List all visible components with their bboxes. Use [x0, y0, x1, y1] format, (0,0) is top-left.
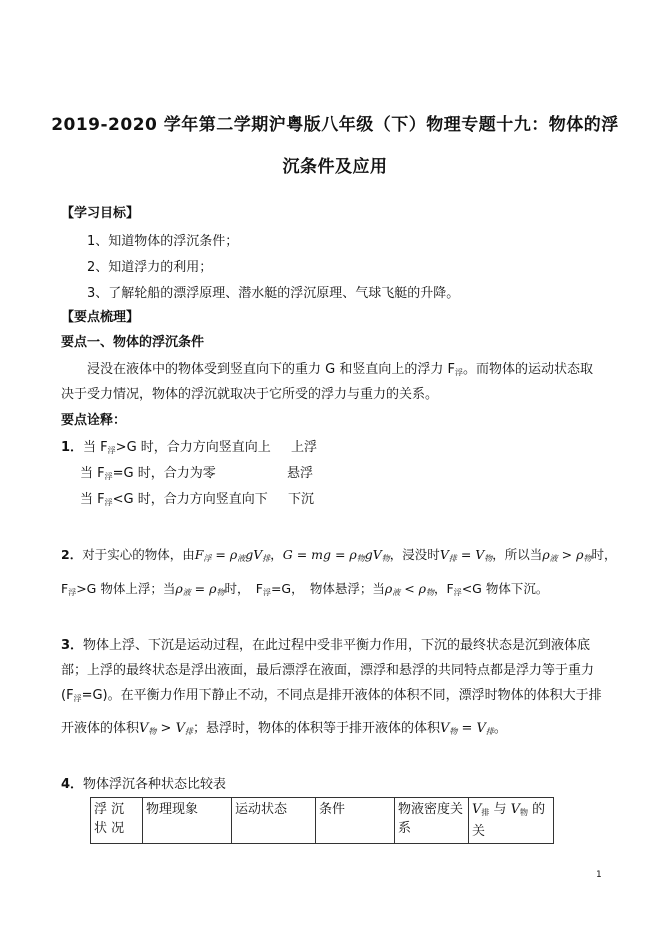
formula-float-volume: V物 > V排	[139, 721, 193, 736]
goal-item-3: 3、了解轮船的漂浮原理、潜水艇的浮沉原理、气球飞艇的升降。	[87, 286, 460, 301]
learning-goals-heading: 【学习目标】	[61, 206, 140, 221]
table-header-cell: V排 与 V物 的 关	[469, 798, 554, 844]
comparison-table	[90, 797, 554, 844]
item-three-line4: 开液体的体积V物 > V排；悬浮时，物体的体积等于排开液体的体积V物 = V排。	[61, 721, 507, 736]
case-state-sink: 下沉	[288, 492, 315, 507]
item-four-line: 4．物体浮沉各种状态比较表	[61, 777, 227, 792]
item-three-line3: $(F_浮=G)$。在平衡力作用下静止不动，不同点是排开液体的体积不同，漂浮时物体的体积大于排	[61, 688, 602, 703]
formula-buoyancy: F浮 = ρ液gV排	[194, 547, 271, 563]
formula-density-less: ρ液 < ρ物	[384, 581, 434, 597]
key-points-heading: 【要点梳理】	[61, 310, 140, 325]
explanation-heading: 要点诠释：	[61, 413, 127, 428]
case-row-rise: 1．当 $F_浮>G$ 时，合力方向竖直向上	[61, 440, 271, 455]
case-state-rise: 上浮	[291, 440, 318, 455]
document-title-line2: 沉条件及应用	[282, 157, 388, 177]
table-header-cell: 条件	[316, 798, 395, 844]
page-number: 1	[596, 870, 602, 880]
table-header-cell: 物理现象	[143, 798, 232, 844]
formula-density-equal: ρ液 = ρ物	[175, 581, 225, 597]
item-three-line2: 部；上浮的最终状态是浮出液面，最后漂浮在液面，漂浮和悬浮的共同特点都是浮力等于重力	[61, 663, 595, 678]
table-header-row	[91, 798, 554, 844]
goal-item-1: 1、知道物体的浮沉条件；	[87, 234, 239, 249]
case-row-suspend: 当 $F_浮=G$ 时，合力为零	[80, 466, 216, 481]
item-two-line1: 2．对于实心的物体，由F浮 = ρ液gV排，G = mg = ρ物gV物，浸没时V排 = V物，所以当ρ液 > ρ物时，	[61, 547, 617, 563]
formula-density-greater: ρ液 > ρ物	[542, 547, 592, 563]
table-header-cell: 浮 沉 状 况	[91, 798, 143, 844]
goal-item-2: 2、知道浮力的利用；	[87, 260, 213, 275]
formula-gravity: G = mg = ρ物gV物	[282, 547, 390, 563]
case-row-sink: 当 $F_浮<G$ 时，合力方向竖直向下	[80, 492, 268, 507]
item-three-line1: 3．物体上浮、下沉是运动过程，在此过程中受非平衡力作用，下沉的最终状态是沉到液体底	[61, 638, 591, 653]
point-one-paragraph-line1: 浸没在液体中的物体受到竖直向下的重力 G 和竖直向上的浮力 $F_浮$。而物体的运动状态取	[87, 362, 593, 377]
point-one-title: 要点一、物体的浮沉条件	[61, 335, 205, 350]
case-state-suspend: 悬浮	[287, 466, 314, 481]
document-title-line1: 2019-2020 学年第二学期沪粤版八年级（下）物理专题十九：物体的浮	[51, 115, 619, 135]
point-one-paragraph-line2: 决于受力情况，物体的浮沉就取决于它所受的浮力与重力的关系。	[61, 387, 439, 402]
table-header-cell: 物液密度关系	[395, 798, 469, 844]
formula-volume-equal: V排 = V物	[439, 547, 493, 563]
item-two-line2: $F_浮>G$ 物体上浮；当ρ液 = ρ物时， $F_浮=G$， 物体悬浮；当ρ液 < ρ物，$F_浮<G$ 物体下沉。	[61, 581, 549, 597]
table-header-cell: 运动状态	[232, 798, 316, 844]
formula-suspend-volume: V物 = V排	[439, 721, 494, 736]
